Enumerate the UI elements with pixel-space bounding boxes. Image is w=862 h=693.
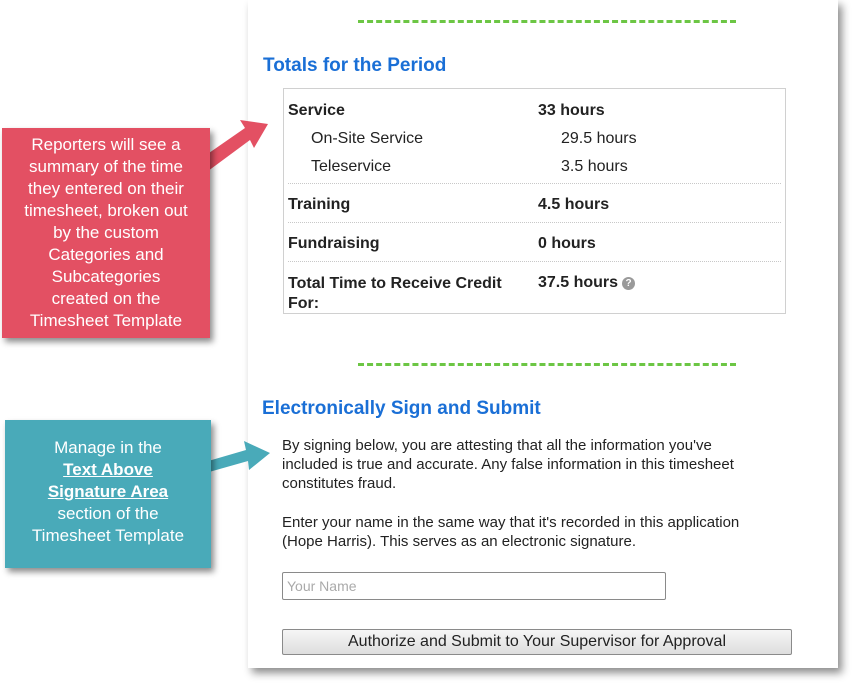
row-label: Total Time to Receive Credit For:	[288, 275, 502, 312]
help-icon[interactable]: ?	[622, 277, 635, 290]
text-above-link[interactable]: Text Above	[63, 460, 153, 479]
row-value: 29.5 hours	[561, 130, 637, 147]
attestation-text: By signing below, you are attesting that all the information you've included is true and accurate. Any false information in this timesheet constitutes fraud.	[282, 437, 734, 492]
row-value: 3.5 hours	[561, 158, 628, 175]
row-label: Service	[288, 102, 345, 119]
sign-title: Electronically Sign and Submit	[262, 398, 541, 419]
row-value: 4.5 hours	[538, 196, 610, 213]
authorize-submit-button[interactable]: Authorize and Submit to Your Supervisor for Approval	[282, 629, 792, 655]
row-value: 0 hours	[538, 235, 596, 252]
signature-instructions: Enter your name in the same way that it's recorded in this application (Hope Harris). This serves as an electronic signature.	[282, 514, 740, 550]
row-label: On-Site Service	[311, 130, 424, 147]
row-label: Training	[288, 196, 351, 213]
callout-manage-note: Manage in the Text Above Signature Area section of the Timesheet Template	[5, 420, 211, 568]
totals-title: Totals for the Period	[263, 55, 447, 76]
row-value: 37.5 hours ?	[538, 274, 635, 292]
callout-summary-note: Reporters will see a summary of the time they entered on their timesheet, broken out by the custom Categories and Subcategories created on the Timesheet Template	[2, 128, 210, 338]
row-label: Fundraising	[288, 235, 380, 252]
row-value: 33 hours	[538, 102, 605, 119]
row-label: Teleservice	[311, 158, 392, 175]
signature-area-link[interactable]: Signature Area	[47, 482, 169, 501]
